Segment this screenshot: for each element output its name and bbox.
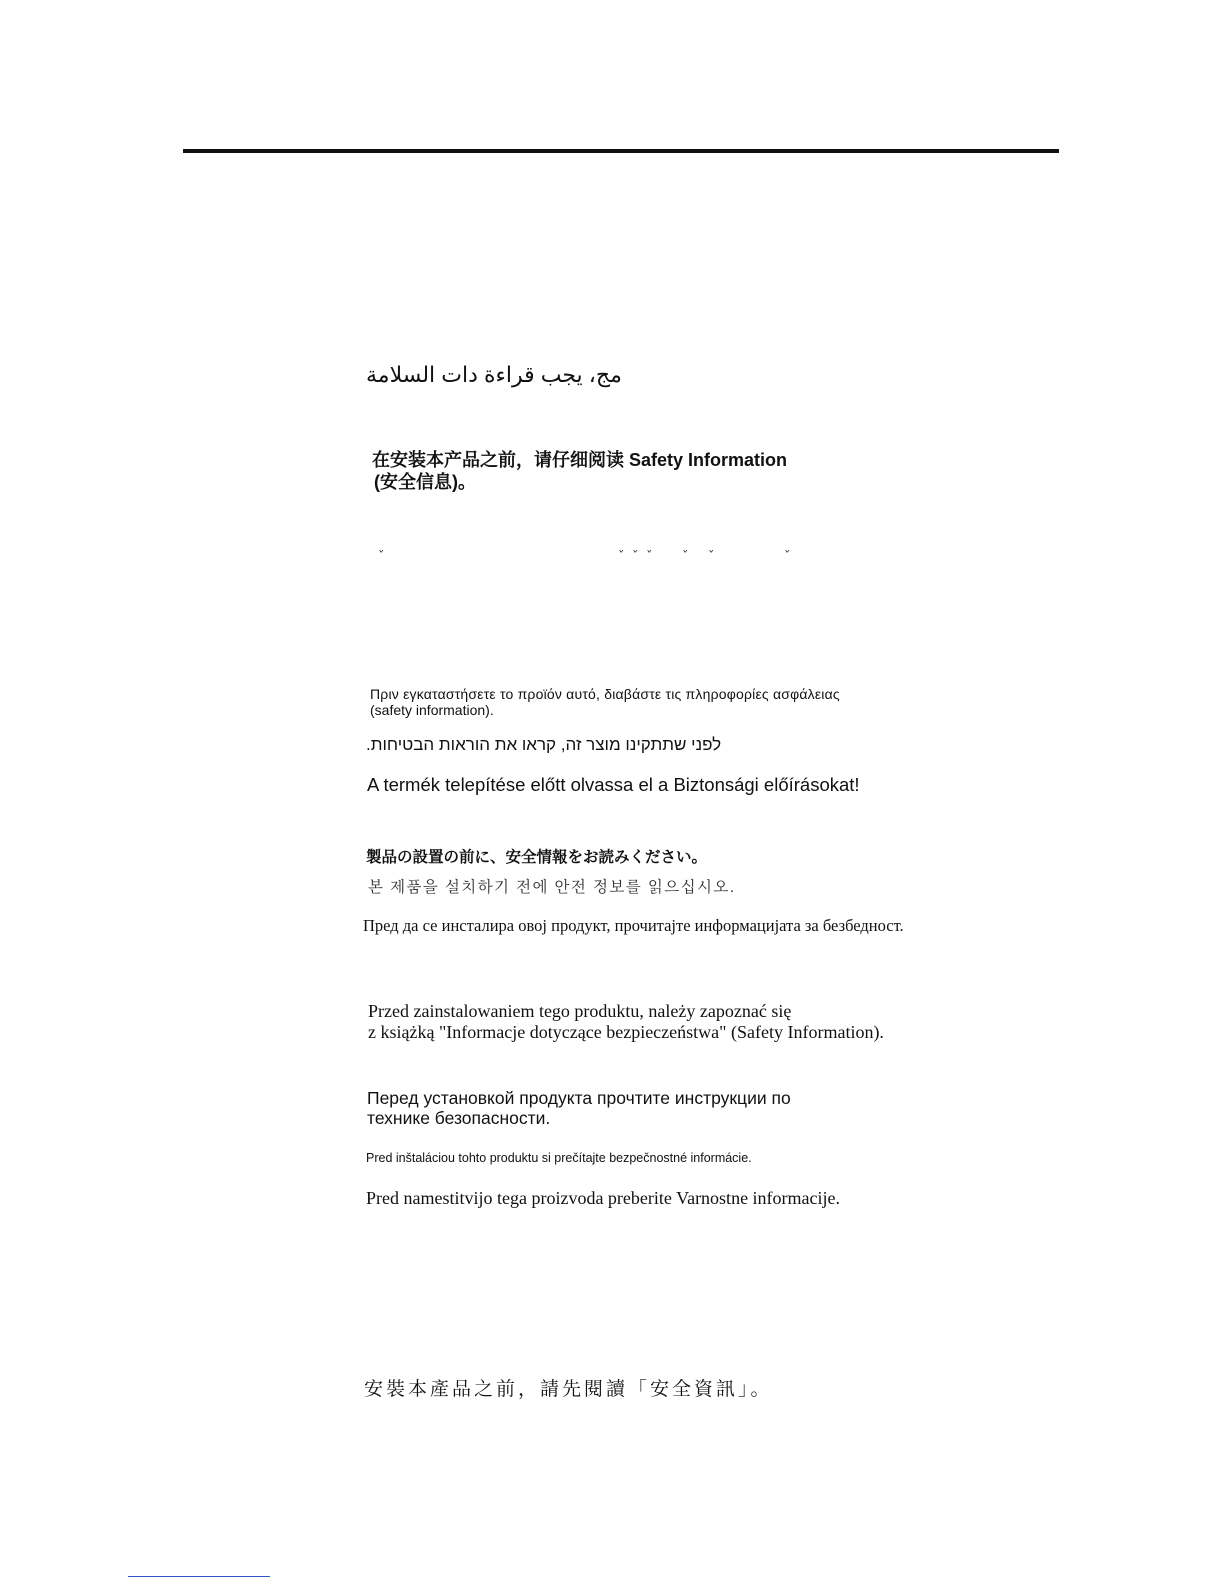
notice-hebrew: לפני שתתקינו מוצר זה, קראו את הוראות הבטיחות. — [366, 735, 722, 754]
notice-macedonian: Пред да се инсталира овој продукт, прочитајте информацијата за безбедност. — [363, 916, 904, 935]
notice-arabic: مج، يجب قراءة دات السلامة — [366, 362, 622, 387]
accent-mark: ˇ — [646, 550, 653, 565]
footer-link-underline — [128, 1576, 270, 1577]
notice-polish-line-1: Przed zainstalowaniem tego produktu, należy zapoznać się — [368, 1001, 792, 1021]
notice-russian-line-1: Перед установкой продукта прочтите инструкции по — [367, 1088, 791, 1108]
notice-greek-line-1: Πριν εγκαταστήσετε το προϊόν αυτό, διαβάστε τις πληροφορίες ασφάλειας — [370, 686, 840, 702]
accent-mark: ˇ — [784, 550, 791, 565]
accent-marks-row — [372, 550, 812, 564]
notice-polish-line-2: z książką "Informacje dotyczące bezpieczeństwa" (Safety Information). — [368, 1022, 884, 1042]
accent-mark: ˇ — [378, 550, 385, 565]
notice-slovak: Pred inštaláciou tohto produktu si prečítajte bezpečnostné informácie. — [366, 1151, 752, 1165]
notice-simplified-chinese-line-2: (安全信息)。 — [374, 472, 476, 492]
accent-mark: ˇ — [632, 550, 639, 565]
notice-simplified-chinese-line-1: 在安装本产品之前，请仔细阅读 Safety Information — [372, 450, 788, 470]
notice-traditional-chinese: 安裝本產品之前，請先閱讀「安全資訊」。 — [364, 1379, 773, 1400]
notice-russian-line-2: технике безопасности. — [367, 1108, 551, 1128]
accent-mark: ˇ — [682, 550, 689, 565]
notice-greek-line-2: (safety information). — [370, 702, 494, 718]
notice-slovenian: Pred namestitvijo tega proizvoda preberite Varnostne informacije. — [366, 1188, 841, 1208]
notice-korean: 본 제품을 설치하기 전에 안전 정보를 읽으십시오. — [368, 879, 736, 896]
accent-mark: ˇ — [618, 550, 625, 565]
accent-mark: ˇ — [708, 550, 715, 565]
notice-hungarian: A termék telepítése előtt olvassa el a Biztonsági előírásokat! — [367, 774, 860, 795]
notice-japanese: 製品の設置の前に、安全情報をお読みください。 — [366, 849, 708, 866]
header-rule — [183, 149, 1059, 153]
